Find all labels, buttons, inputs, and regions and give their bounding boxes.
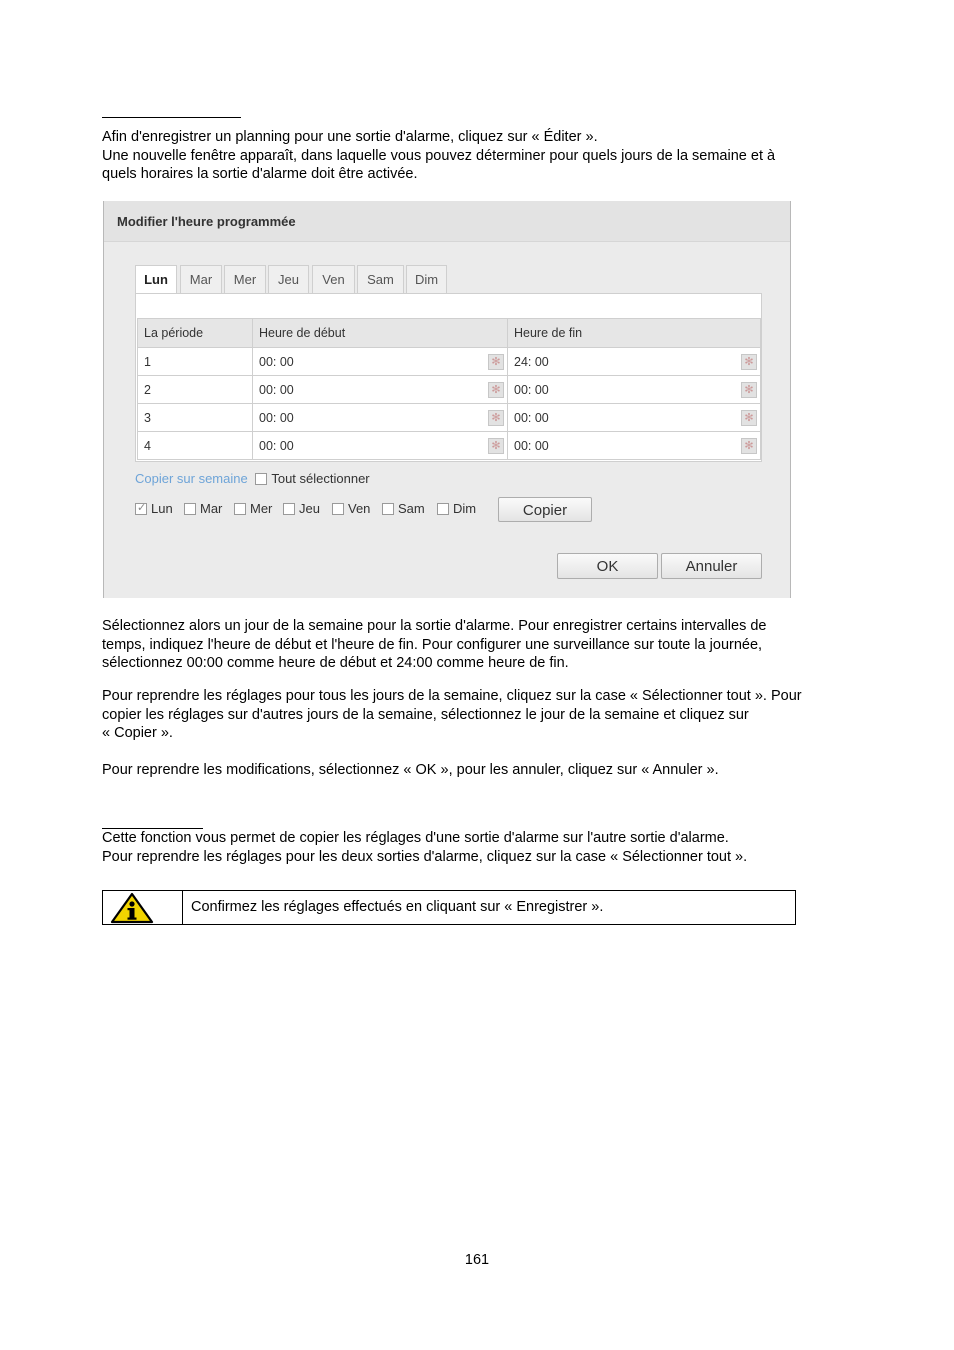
day-checkbox-mer[interactable] — [234, 503, 246, 515]
start-time-cell[interactable] — [253, 376, 508, 404]
day-option-ven[interactable] — [332, 501, 370, 516]
paragraph-select-all — [102, 687, 892, 743]
table-header-row — [138, 319, 761, 348]
text-line: sélectionnez 00:00 comme heure de début et 24:00 comme heure de fin. — [102, 655, 569, 671]
end-time-value: 00: 00 — [514, 382, 549, 397]
table-row — [138, 348, 761, 376]
period-cell: 2 — [138, 376, 253, 404]
clock-icon[interactable]: ✻ — [741, 410, 757, 426]
copy-week-link[interactable]: Copier sur semaine — [135, 471, 248, 486]
day-option-mer[interactable] — [234, 501, 272, 516]
text-line: temps, indiquez l'heure de début et l'heure de fin. Pour configurer une surveillance sur toute la journée, — [102, 636, 763, 653]
schedule-panel — [135, 293, 762, 462]
table-row — [138, 376, 761, 404]
start-time-value: 00: 00 — [259, 438, 294, 453]
period-cell: 1 — [138, 348, 253, 376]
period-cell: 3 — [138, 404, 253, 432]
text-line: copier les réglages sur d'autres jours de la semaine, sélectionnez le jour de la semaine et cliquez sur — [102, 706, 749, 723]
start-time-value: 00: 00 — [259, 354, 294, 369]
tab-mer[interactable]: Mer — [224, 265, 266, 293]
intro-line: Afin d'enregistrer un planning pour une sortie d'alarme, cliquez sur « Éditer ». — [102, 129, 598, 145]
notice-text: Confirmez les réglages effectués en cliquant sur « Enregistrer ». — [191, 899, 604, 915]
day-option-lun[interactable] — [135, 501, 173, 516]
day-option-sam[interactable] — [382, 501, 425, 516]
clock-icon[interactable]: ✻ — [488, 354, 504, 370]
start-time-cell[interactable] — [253, 348, 508, 376]
text-line: Sélectionnez alors un jour de la semaine pour la sortie d'alarme. Pour enregistrer certains intervalles de — [102, 618, 767, 634]
end-time-cell[interactable] — [508, 376, 761, 404]
end-time-value: 24: 00 — [514, 354, 549, 369]
intro-line: Une nouvelle fenêtre apparaît, dans laquelle vous pouvez déterminer pour quels jours de la semaine et à — [102, 147, 776, 164]
day-checkbox-jeu[interactable] — [283, 503, 295, 515]
tab-jeu[interactable]: Jeu — [268, 265, 309, 293]
text-line: Pour reprendre les réglages pour les deux sorties d'alarme, cliquez sur la case « Sélectionner tout ». — [102, 848, 748, 865]
section-heading-underline — [102, 117, 241, 118]
schedule-table — [137, 318, 761, 460]
page-number: 161 — [464, 1252, 490, 1268]
end-time-cell[interactable] — [508, 348, 761, 376]
tab-mar[interactable]: Mar — [180, 265, 222, 293]
clock-icon[interactable]: ✻ — [741, 354, 757, 370]
dialog-title: Modifier l'heure programmée — [117, 214, 296, 229]
period-cell: 4 — [138, 432, 253, 460]
start-time-cell[interactable] — [253, 432, 508, 460]
schedule-dialog — [103, 201, 791, 598]
column-header-period: La période — [138, 319, 253, 348]
column-header-end: Heure de fin — [508, 319, 761, 348]
tab-sam[interactable]: Sam — [357, 265, 404, 293]
day-option-dim[interactable] — [437, 501, 476, 516]
start-time-value: 00: 00 — [259, 382, 294, 397]
end-time-value: 00: 00 — [514, 410, 549, 425]
day-label: Sam — [398, 501, 425, 516]
tab-dim[interactable]: Dim — [406, 265, 447, 293]
select-all-label: Tout sélectionner — [271, 471, 370, 486]
cancel-button[interactable]: Annuler — [661, 553, 762, 579]
day-label: Mer — [250, 501, 273, 516]
text-line: Cette fonction vous permet de copier les réglages d'une sortie d'alarme sur l'autre sortie d'alarme. — [102, 830, 729, 846]
copy-week-row — [135, 471, 370, 486]
clock-icon[interactable]: ✻ — [741, 438, 757, 454]
clock-icon[interactable]: ✻ — [488, 410, 504, 426]
day-option-jeu[interactable] — [283, 501, 320, 516]
paragraph-copy-function — [102, 829, 892, 866]
intro-line: quels horaires la sortie d'alarme doit être activée. — [102, 166, 418, 182]
intro-paragraph — [102, 128, 892, 184]
day-label: Dim — [453, 501, 477, 516]
dialog-header — [104, 201, 790, 242]
day-label: Mar — [200, 501, 223, 516]
tab-ven[interactable]: Ven — [312, 265, 355, 293]
text-line: Pour reprendre les modifications, sélectionnez « OK », pour les annuler, cliquez sur « Annuler ». — [102, 762, 719, 778]
day-option-mar[interactable] — [184, 501, 222, 516]
end-time-cell[interactable] — [508, 404, 761, 432]
end-time-cell[interactable] — [508, 432, 761, 460]
notice-box — [102, 890, 796, 925]
day-label: Jeu — [299, 501, 320, 516]
notice-icon-cell — [103, 891, 183, 924]
clock-icon[interactable]: ✻ — [741, 382, 757, 398]
warning-info-icon — [110, 892, 154, 924]
day-checkbox-mar[interactable] — [184, 503, 196, 515]
clock-icon[interactable]: ✻ — [488, 382, 504, 398]
start-time-cell[interactable] — [253, 404, 508, 432]
day-label: Lun — [151, 501, 173, 516]
text-line: Pour reprendre les réglages pour tous les jours de la semaine, cliquez sur la case « Sélectionner tout ». Pour — [102, 688, 802, 704]
column-header-start: Heure de début — [253, 319, 508, 348]
clock-icon[interactable]: ✻ — [488, 438, 504, 454]
paragraph-intervals — [102, 617, 892, 673]
tab-lun[interactable]: Lun — [135, 265, 177, 295]
ok-button[interactable]: OK — [557, 553, 658, 579]
end-time-value: 00: 00 — [514, 438, 549, 453]
table-row — [138, 404, 761, 432]
table-row — [138, 432, 761, 460]
day-label: Ven — [348, 501, 371, 516]
copy-button[interactable]: Copier — [498, 497, 592, 522]
day-checkbox-sam[interactable] — [382, 503, 394, 515]
day-checkbox-lun[interactable] — [135, 503, 147, 515]
text-line: « Copier ». — [102, 725, 173, 741]
start-time-value: 00: 00 — [259, 410, 294, 425]
day-checkbox-ven[interactable] — [332, 503, 344, 515]
select-all-checkbox[interactable] — [255, 473, 267, 485]
paragraph-ok-cancel — [102, 761, 892, 780]
day-checkbox-dim[interactable] — [437, 503, 449, 515]
